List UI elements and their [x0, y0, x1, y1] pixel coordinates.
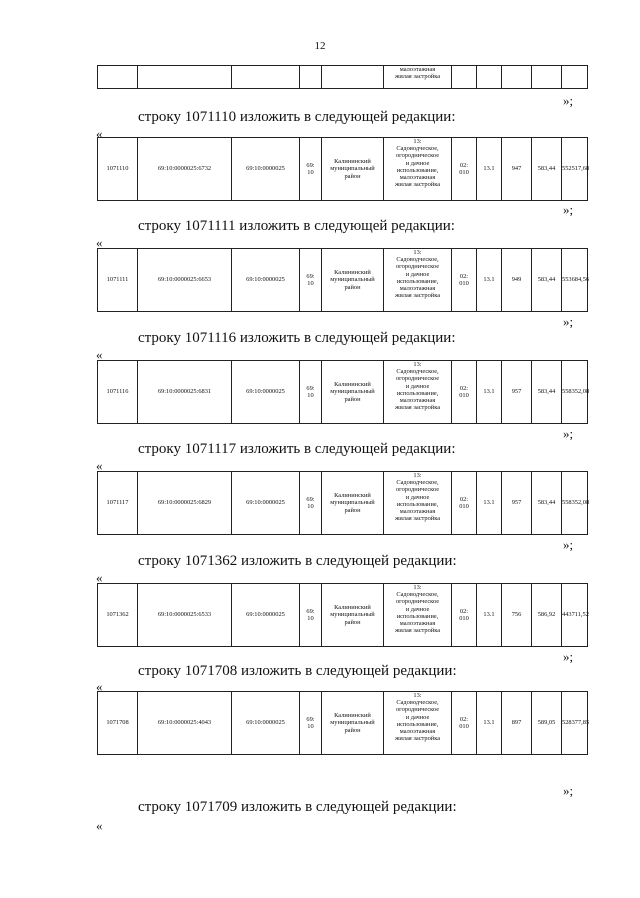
unit-price: 583,44	[532, 138, 562, 201]
region-code: 69: 10	[300, 692, 322, 755]
cadastral-quarter: 69:10:0000025	[232, 584, 300, 647]
land-purpose: 13: Садоводческое, огородническое и дачное использование, малоэтажная жилая застройка	[384, 361, 452, 424]
cadastral-number: 69:10:0000025:6829	[138, 472, 232, 535]
cadastral-value: 558352,08	[562, 472, 588, 535]
opening-quote: «	[96, 126, 103, 141]
table-cell	[477, 66, 502, 89]
region-code: 69: 10	[300, 472, 322, 535]
table-cell	[322, 66, 384, 89]
table-cell	[532, 66, 562, 89]
group-code: 02: 010	[452, 249, 477, 312]
cadastral-number: 69:10:0000025:4043	[138, 692, 232, 755]
row-id: 1071111	[98, 249, 138, 312]
cadastral-quarter: 69:10:0000025	[232, 361, 300, 424]
amendment-row-table	[97, 583, 588, 647]
use-code: 13.1	[477, 584, 502, 647]
district: Калининский муниципальный район	[322, 692, 384, 755]
table-cell	[98, 66, 138, 89]
cadastral-value: 558352,08	[562, 361, 588, 424]
cadastral-value: 528377,85	[562, 692, 588, 755]
closing-quote: »;	[563, 783, 574, 798]
group-code: 02: 010	[452, 138, 477, 201]
unit-price: 589,05	[532, 692, 562, 755]
amendment-instruction: строку 1071362 изложить в следующей редакции:	[138, 553, 457, 569]
row-id: 1071110	[98, 138, 138, 201]
group-code: 02: 010	[452, 692, 477, 755]
land-purpose: 13: Садоводческое, огородническое и дачное использование, малоэтажная жилая застройка	[384, 138, 452, 201]
opening-quote: «	[96, 570, 103, 585]
use-code: 13.1	[477, 249, 502, 312]
closing-quote: »;	[563, 426, 574, 441]
use-code: 13.1	[477, 138, 502, 201]
area: 897	[502, 692, 532, 755]
opening-quote: «	[96, 458, 103, 473]
amendment-row-table	[97, 137, 588, 201]
closing-quote: »;	[563, 314, 574, 329]
land-purpose: 13: Садоводческое, огородническое и дачное использование, малоэтажная жилая застройка	[384, 692, 452, 755]
opening-quote: «	[96, 347, 103, 362]
district: Калининский муниципальный район	[322, 472, 384, 535]
table-cell	[300, 66, 322, 89]
amendment-row-table	[97, 360, 588, 424]
use-code: 13.1	[477, 361, 502, 424]
region-code: 69: 10	[300, 249, 322, 312]
land-purpose: 13: Садоводческое, огородническое и дачное использование, малоэтажная жилая застройка	[384, 249, 452, 312]
district: Калининский муниципальный район	[322, 138, 384, 201]
unit-price: 583,44	[532, 361, 562, 424]
group-code: 02: 010	[452, 584, 477, 647]
use-code: 13.1	[477, 692, 502, 755]
amendment-instruction: строку 1071111 изложить в следующей редакции:	[138, 218, 455, 234]
table-cell	[452, 66, 477, 89]
land-purpose: 13: Садоводческое, огородническое и дачное использование, малоэтажная жилая застройка	[384, 472, 452, 535]
area: 957	[502, 472, 532, 535]
table-cell: малоэтажная жилая застройка	[384, 66, 452, 89]
land-purpose: 13: Садоводческое, огородническое и дачное использование, малоэтажная жилая застройка	[384, 584, 452, 647]
amendment-instruction: строку 1071117 изложить в следующей редакции:	[138, 441, 456, 457]
cadastral-quarter: 69:10:0000025	[232, 249, 300, 312]
area: 947	[502, 138, 532, 201]
cadastral-number: 69:10:0000025:6831	[138, 361, 232, 424]
row-id: 1071362	[98, 584, 138, 647]
row-id: 1071116	[98, 361, 138, 424]
cadastral-value: 553684,56	[562, 249, 588, 312]
unit-price: 583,44	[532, 472, 562, 535]
unit-price: 583,44	[532, 249, 562, 312]
closing-quote: »;	[563, 93, 574, 108]
table-cell	[232, 66, 300, 89]
opening-quote: «	[96, 235, 103, 250]
cadastral-value: 552517,68	[562, 138, 588, 201]
amendment-row-table	[97, 471, 588, 535]
closing-quote: »;	[563, 649, 574, 664]
amendment-instruction: строку 1071110 изложить в следующей редакции:	[138, 109, 456, 125]
district: Калининский муниципальный район	[322, 249, 384, 312]
closing-quote: »;	[563, 202, 574, 217]
continuation-table	[97, 65, 588, 89]
unit-price: 586,92	[532, 584, 562, 647]
row-id: 1071117	[98, 472, 138, 535]
region-code: 69: 10	[300, 584, 322, 647]
table-cell	[502, 66, 532, 89]
area: 957	[502, 361, 532, 424]
cadastral-quarter: 69:10:0000025	[232, 472, 300, 535]
cadastral-quarter: 69:10:0000025	[232, 138, 300, 201]
amendment-instruction: строку 1071709 изложить в следующей редакции:	[138, 799, 457, 815]
row-id: 1071708	[98, 692, 138, 755]
region-code: 69: 10	[300, 361, 322, 424]
amendment-row-table	[97, 248, 588, 312]
amendment-instruction: строку 1071116 изложить в следующей редакции:	[138, 330, 456, 346]
area: 756	[502, 584, 532, 647]
region-code: 69: 10	[300, 138, 322, 201]
district: Калининский муниципальный район	[322, 584, 384, 647]
opening-quote: «	[96, 679, 103, 694]
table-cell	[138, 66, 232, 89]
district: Калининский муниципальный район	[322, 361, 384, 424]
cadastral-number: 69:10:0000025:6533	[138, 584, 232, 647]
table-cell	[562, 66, 588, 89]
cadastral-value: 443711,52	[562, 584, 588, 647]
closing-quote: »;	[563, 537, 574, 552]
amendment-row-table	[97, 691, 588, 755]
cadastral-number: 69:10:0000025:6653	[138, 249, 232, 312]
opening-quote: «	[96, 818, 103, 833]
group-code: 02: 010	[452, 361, 477, 424]
cadastral-quarter: 69:10:0000025	[232, 692, 300, 755]
page-number: 12	[314, 40, 326, 52]
cadastral-number: 69:10:0000025:6732	[138, 138, 232, 201]
amendment-instruction: строку 1071708 изложить в следующей редакции:	[138, 663, 457, 679]
use-code: 13.1	[477, 472, 502, 535]
group-code: 02: 010	[452, 472, 477, 535]
area: 949	[502, 249, 532, 312]
